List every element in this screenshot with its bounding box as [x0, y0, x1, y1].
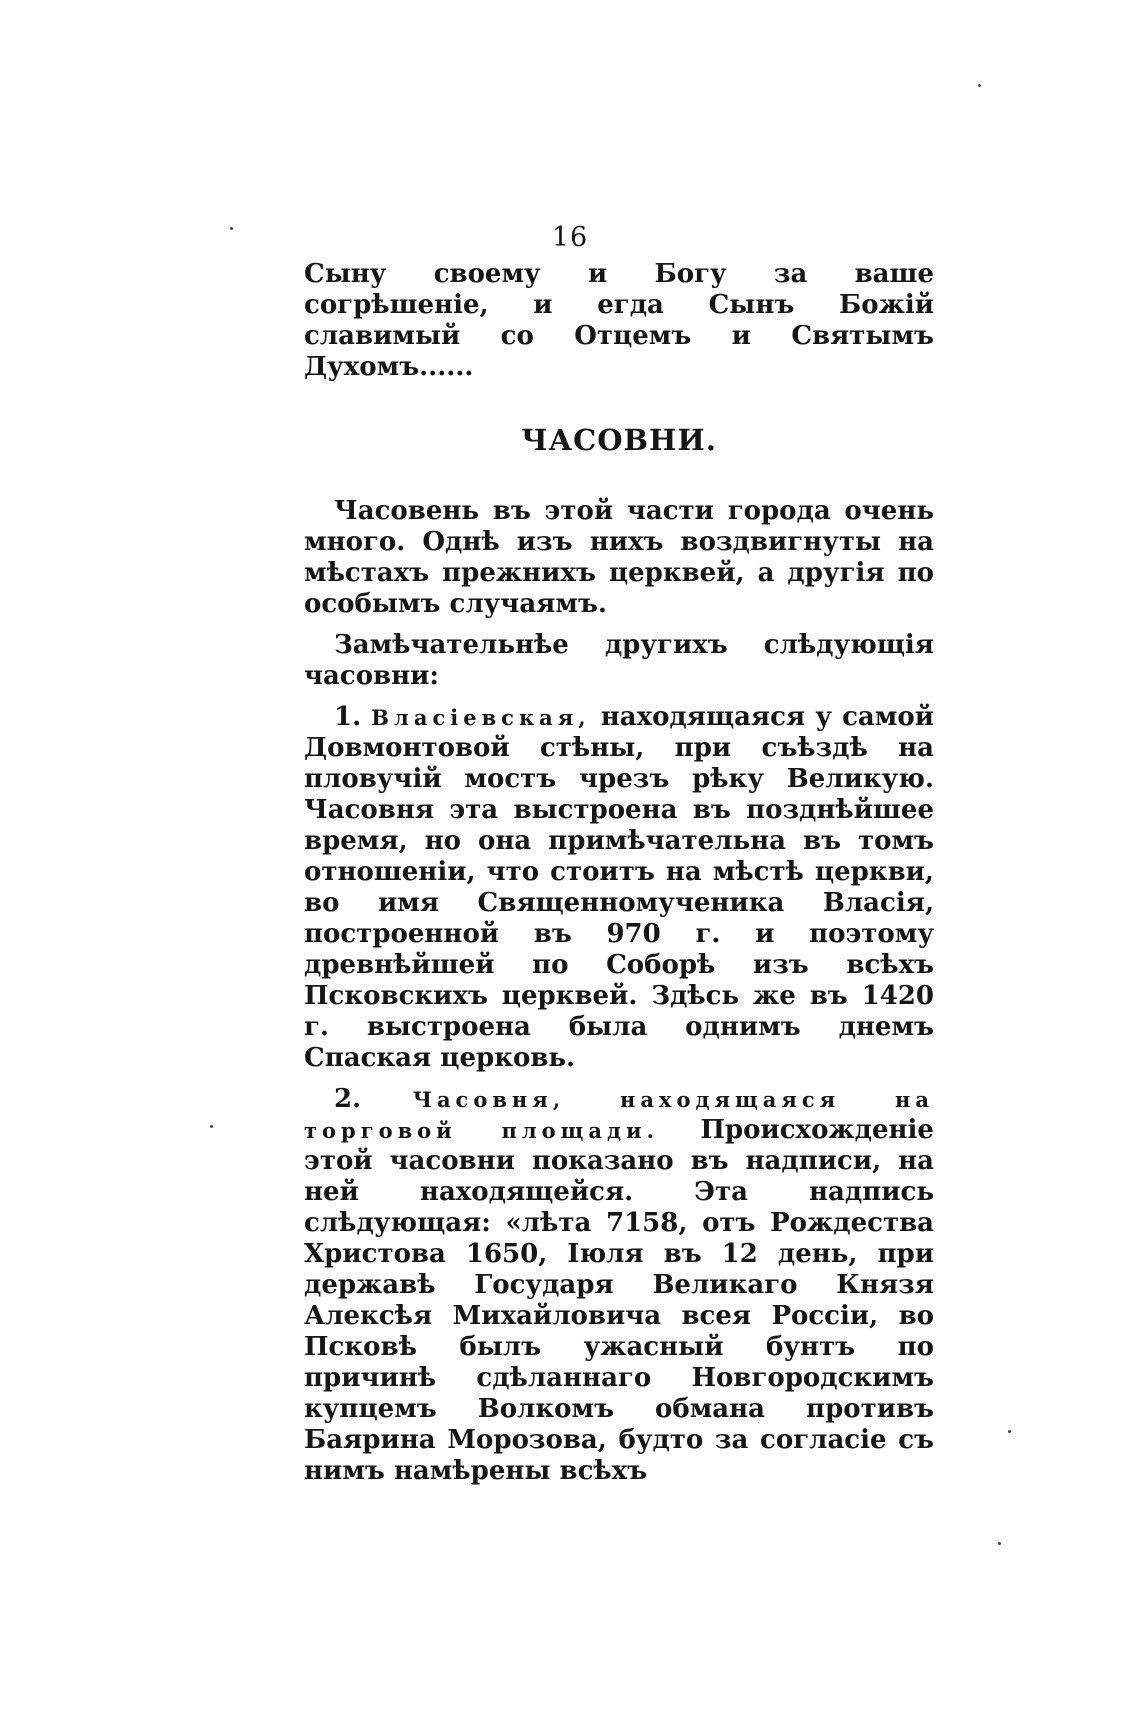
scan-speck	[230, 227, 233, 230]
section-heading: ЧАСОВНИ.	[521, 423, 717, 457]
item-text: Происхожденіе этой часовни показано въ надписи, на ней находящейся. Эта надпись слѣдующая: «лѣта 7158, отъ Рождества Христова 1650, Іюля въ 12 день, при державѣ Государя Великаго Князя Алексѣя Михайловича всея Россіи, во Псковѣ былъ ужасный бунтъ по причинѣ сдѣланнаго Новгородскимъ купцемъ Волкомъ обмана противъ Баярина Морозова, будто за согласіе съ нимъ намѣрены всѣхъ	[304, 1115, 934, 1486]
scan-speck	[998, 1542, 1001, 1545]
list-item	[304, 702, 934, 1074]
item-title: Власіевская,	[371, 705, 591, 730]
scan-speck	[978, 84, 981, 87]
item-number: 1.	[334, 702, 362, 732]
paragraph-notable-chapels: Замѣчательнѣе другихъ слѣдующія часовни:	[304, 630, 934, 691]
item-number: 2.	[334, 1084, 362, 1114]
page-number: 16	[551, 222, 589, 253]
page-text	[304, 259, 934, 1487]
item-text: находящаяся у самой Довмонтовой стѣны, при съѣздѣ на пловучій мостъ чрезъ рѣку Великую. Часовня эта выстроена въ позднѣйшее время, но она примѣчательна въ томъ отношеніи, что стоитъ на мѣстѣ церкви, во имя Священномученика Власія, построенной въ 970 г. и поэтому древнѣйшей по Соборѣ изъ всѣхъ Псковскихъ церквей. Здѣсь же въ 1420 г. выстроена была однимъ днемъ Спаская церковь.	[304, 702, 934, 1073]
scan-speck	[1008, 1430, 1011, 1433]
intro-paragraph: Сыну своему и Богу за ваше согрѣшеніе, и егда Сынъ Божій славимый со Отцемъ и Святымъ Духомъ......	[304, 259, 934, 382]
item-title: Часовня, находящаяся на торговой площади.	[304, 1087, 934, 1143]
paragraph-chapels-count: Часовень въ этой части города очень много. Однѣ изъ нихъ воздвигнуты на мѣстахъ прежнихъ церквей, а другія по особымъ случаямъ.	[304, 496, 934, 619]
scan-speck	[210, 1125, 213, 1128]
list-item	[304, 1084, 934, 1487]
